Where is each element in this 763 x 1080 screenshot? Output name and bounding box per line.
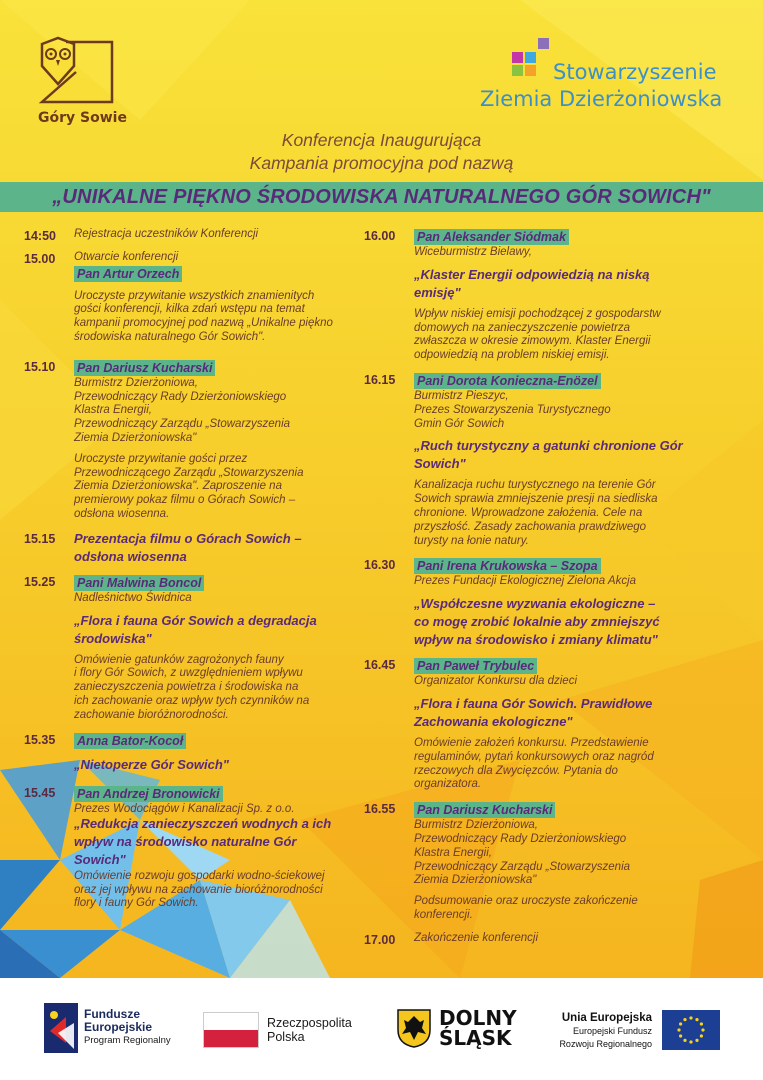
talk-title: „Nietoperze Gór Sowich" bbox=[74, 756, 229, 772]
desc-line: premierowy pokaz filmu o Górach Sowich – bbox=[74, 494, 296, 507]
time-label: 15.25 bbox=[24, 574, 56, 589]
desc-line: Omówienie gatunków zagrożonych fauny bbox=[74, 653, 284, 666]
eu-flag-icon bbox=[662, 1010, 720, 1050]
schedule-right-column bbox=[364, 228, 744, 955]
campaign-subtitle: Kampania promocyjna pod nazwą bbox=[249, 153, 514, 173]
desc-line: turysty na łonie natury. bbox=[414, 534, 529, 547]
desc-line: zanieczyszczenia powietrza i środowiska na bbox=[74, 681, 299, 694]
desc-line: chronione. Wprowadzone założenia. Cele na bbox=[414, 506, 643, 519]
time-label: 14:50 bbox=[24, 229, 56, 243]
gory-sowie-logo bbox=[36, 36, 127, 128]
rp-line: Rzeczpospolita bbox=[267, 1016, 352, 1030]
speaker-name: Pani Irena Krukowska – Szopa bbox=[414, 558, 601, 574]
desc-line: organizatora. bbox=[414, 778, 482, 791]
time-label: 17.00 bbox=[364, 932, 396, 947]
rp-line: Polska bbox=[267, 1030, 305, 1044]
role-line: Burmistrz Dzierżoniowa, bbox=[414, 819, 538, 832]
time-label: 16.15 bbox=[364, 372, 396, 387]
speaker-name: Pan Andrzej Bronowicki bbox=[74, 786, 223, 802]
talk-title: Sowich" bbox=[414, 456, 466, 472]
time-label: 15.10 bbox=[24, 359, 56, 374]
talk-title: „Flora i fauna Gór Sowich. Prawidłowe bbox=[414, 695, 653, 711]
gory-sowie-label: Góry Sowie bbox=[38, 110, 127, 126]
time-label: 16.30 bbox=[364, 558, 396, 573]
schedule-item bbox=[364, 228, 744, 363]
schedule-item bbox=[24, 359, 356, 522]
talk-title: Zachowania ekologiczne" bbox=[414, 713, 573, 729]
schedule-item bbox=[364, 801, 744, 923]
ds-line: ŚLĄSK bbox=[439, 1026, 512, 1050]
unia-europejska-label bbox=[550, 1012, 652, 1051]
role-line: Prezes Stowarzyszenia Turystycznego bbox=[414, 403, 611, 416]
schedule-item bbox=[24, 574, 356, 723]
desc-line: przyszłość. Zasady zachowania prawdziwego bbox=[414, 520, 647, 533]
schedule-left-column bbox=[24, 228, 356, 920]
speaker-name: Pani Dorota Konieczna-Enözel bbox=[414, 373, 601, 389]
desc-line: regulaminów, pytań konkursowych oraz nagród bbox=[414, 750, 654, 763]
time-label: 15.45 bbox=[24, 785, 56, 800]
desc-line: Przewodniczącego Zarządu „Stowarzyszenia bbox=[74, 466, 304, 479]
time-label: 16.55 bbox=[364, 802, 396, 817]
role-line: Przewodniczący Rady Dzierżoniowskiego bbox=[414, 832, 627, 845]
desc-line: oraz jej wpływu na zachowanie bioróżnorodności bbox=[74, 883, 323, 896]
desc-line: Kanalizacja ruchu turystycznego na terenie Gór bbox=[414, 479, 656, 492]
role-line: Ziemia Dzierżoniowska" bbox=[74, 431, 197, 444]
schedule-item bbox=[364, 932, 744, 946]
conference-subtitle: Konferencja Inaugurująca bbox=[281, 130, 482, 150]
fundusze-europejskie-label bbox=[84, 1008, 171, 1047]
desc-line: ich zachowanie oraz wpływ tych czynników na bbox=[74, 694, 310, 707]
ziemia-label: Ziemia Dzierżoniowska bbox=[480, 87, 723, 111]
schedule-item bbox=[364, 557, 744, 648]
desc-line: Sowich sprawia zmniejszenie presji na siedliska bbox=[414, 493, 658, 506]
role-line: Klastra Energii, bbox=[74, 404, 152, 417]
role-line: Ziemia Dzierżoniowska" bbox=[414, 874, 537, 887]
desc-line: Uroczyste przywitanie gości przez bbox=[74, 452, 248, 465]
desc-line: Omówienie założeń konkursu. Przedstawienie bbox=[414, 736, 649, 749]
role-line: Prezes Fundacji Ekologicznej Zielona Akcja bbox=[414, 575, 637, 588]
desc-line: domowych na zanieczyszczenie powietrza bbox=[414, 321, 631, 334]
role-line: Przewodniczący Zarządu „Stowarzyszenia bbox=[414, 860, 631, 873]
item-text: Otwarcie konferencji bbox=[74, 250, 179, 263]
role-line: Burmistrz Dzierżoniowa, bbox=[74, 376, 198, 389]
desc-line: rzeczowych dla Zwycięzców. Pytania do bbox=[414, 764, 618, 777]
polish-flag-icon bbox=[203, 1012, 259, 1048]
talk-title: „Redukcja zanieczyszczeń wodnych a ich bbox=[74, 816, 332, 832]
ds-line: DOLNY bbox=[439, 1006, 517, 1030]
talk-title: odsłona wiosenna bbox=[74, 548, 187, 564]
squares-icon bbox=[510, 38, 552, 80]
desc-line: konferencji. bbox=[414, 908, 473, 921]
fundusze-europejskie-icon bbox=[44, 1003, 78, 1053]
desc-line: gości konferencji, kilka zdań wstępu na temat bbox=[74, 303, 305, 316]
role-line: Organizator Konkursu dla dzieci bbox=[414, 675, 577, 688]
schedule-item bbox=[24, 228, 356, 242]
talk-title: co mogę zrobić lokalnie aby zmniejszyć bbox=[414, 614, 660, 630]
desc-line: odpowiedzią na problem niskiej emisji. bbox=[414, 349, 610, 362]
role-line: Burmistrz Pieszyc, bbox=[414, 389, 509, 402]
time-label: 15.15 bbox=[24, 531, 56, 546]
speaker-name: Pan Dariusz Kucharski bbox=[74, 360, 215, 376]
role-line: Klastra Energii, bbox=[414, 846, 492, 859]
desc-line: środowiska naturalnego Gór Sowich". bbox=[74, 330, 266, 343]
desc-line: i flory Gór Sowich, z uwzględnieniem wpływu bbox=[74, 667, 303, 680]
desc-line: Wpływ niskiej emisji pochodzącej z gospodarstw bbox=[414, 307, 661, 320]
speaker-name: Pani Malwina Boncol bbox=[74, 575, 204, 591]
talk-title: Prezentacja filmu o Górach Sowich – bbox=[74, 530, 302, 546]
desc-line: Omówienie rozwoju gospodarki wodno-ściekowej bbox=[74, 870, 325, 883]
desc-line: zachowanie bioróżnorodności. bbox=[74, 708, 229, 721]
owl-icon bbox=[36, 36, 116, 108]
desc-line: odsłona wiosenna. bbox=[74, 507, 170, 520]
speaker-name: Pan Aleksander Siódmak bbox=[414, 229, 569, 245]
item-text: Zakończenie konferencji bbox=[414, 931, 539, 944]
desc-line: zwłaszcza w okresie zimowym. Klaster Energii bbox=[414, 335, 651, 348]
role-line: Przewodniczący Rady Dzierżoniowskiego bbox=[74, 390, 287, 403]
time-label: 15.35 bbox=[24, 732, 56, 747]
schedule-item bbox=[364, 372, 744, 548]
ue-line: Unia Europejska bbox=[561, 1012, 652, 1024]
talk-title: „Flora i fauna Gór Sowich a degradacja bbox=[74, 612, 317, 628]
talk-title: „Ruch turystyczny a gatunki chronione Gór bbox=[414, 438, 683, 454]
ue-line: Rozwoju Regionalnego bbox=[559, 1039, 652, 1049]
desc-line: flory i fauny Gór Sowich. bbox=[74, 897, 199, 910]
desc-line: Uroczyste przywitanie wszystkich znamienitych bbox=[74, 289, 315, 302]
schedule-item bbox=[364, 657, 744, 792]
talk-title: wpływ na środowisko i zmiany klimatu" bbox=[414, 632, 658, 648]
talk-title: środowiska" bbox=[74, 630, 152, 646]
fe-line: Europejskie bbox=[84, 1020, 153, 1034]
talk-title: emisję" bbox=[414, 284, 461, 300]
role-line: Przewodniczący Zarządu „Stowarzyszenia bbox=[74, 418, 291, 431]
talk-title: wpływ na środowisko naturalne Gór bbox=[74, 834, 297, 850]
speaker-name: Pan Dariusz Kucharski bbox=[414, 802, 555, 818]
speaker-name: Anna Bator-Kocoł bbox=[74, 733, 186, 749]
stowarzyszenie-label: Stowarzyszenie bbox=[553, 60, 717, 84]
rzeczpospolita-label bbox=[267, 1016, 352, 1044]
role-line: Wiceburmistrz Bielawy, bbox=[414, 246, 532, 258]
schedule-item bbox=[24, 785, 356, 911]
time-label: 16.00 bbox=[364, 229, 396, 243]
time-label: 15.00 bbox=[24, 251, 56, 266]
item-text: Rejestracja uczestników Konferencji bbox=[74, 228, 259, 240]
time-label: 16.45 bbox=[364, 658, 396, 673]
ue-line: Europejski Fundusz bbox=[572, 1026, 652, 1036]
desc-line: kampanii promocyjnej pod nazwą „Unikalne piękno bbox=[74, 317, 333, 330]
desc-line: Podsumowanie oraz uroczyste zakończenie bbox=[414, 895, 638, 908]
role-line: Nadleśnictwo Świdnica bbox=[74, 591, 192, 604]
speaker-name: Pan Artur Orzech bbox=[74, 266, 182, 282]
speaker-name: Pan Paweł Trybulec bbox=[414, 658, 537, 674]
role-line: Gmin Gór Sowich bbox=[414, 417, 505, 430]
role-line: Prezes Wodociągów i Kanalizacji Sp. z o.o. bbox=[74, 802, 295, 815]
schedule-item bbox=[24, 251, 356, 345]
talk-title: „Współczesne wyzwania ekologiczne – bbox=[414, 596, 656, 612]
fe-line: Fundusze bbox=[84, 1007, 140, 1021]
stowarzyszenie-logo bbox=[480, 38, 730, 112]
talk-title: „Klaster Energii odpowiedzią na niską bbox=[414, 266, 650, 282]
schedule-item bbox=[24, 732, 356, 773]
fe-line: Program Regionalny bbox=[84, 1035, 171, 1046]
schedule-item bbox=[24, 531, 356, 565]
talk-title: Sowich" bbox=[74, 852, 126, 868]
dolny-slask-label bbox=[439, 1008, 517, 1048]
title-banner: „UNIKALNE PIĘKNO ŚRODOWISKA NATURALNEGO GÓR SOWICH" bbox=[0, 182, 763, 212]
desc-line: Ziemia Dzierżoniowska". Zaproszenie na bbox=[74, 480, 282, 493]
dolny-slask-crest-icon bbox=[396, 1008, 432, 1048]
